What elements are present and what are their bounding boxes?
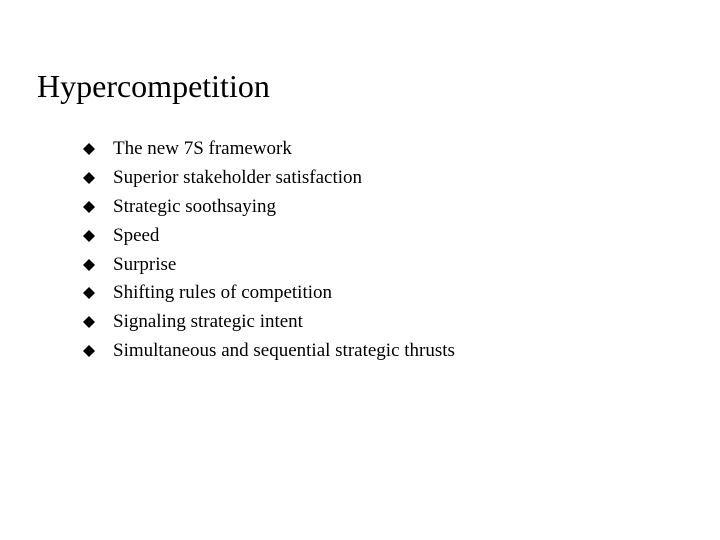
list-item	[82, 193, 455, 222]
diamond-bullet-icon	[82, 171, 96, 185]
list-item	[82, 337, 455, 366]
diamond-bullet-icon	[82, 229, 96, 243]
diamond-bullet-icon	[82, 286, 96, 300]
list-item	[82, 135, 455, 164]
list-item	[82, 164, 455, 193]
bullet-list	[82, 135, 455, 365]
diamond-bullet-icon	[82, 200, 96, 214]
bullet-text: Superior stakeholder satisfaction	[113, 167, 363, 189]
list-item	[82, 279, 455, 308]
list-item	[82, 308, 455, 337]
bullet-text: Surprise	[113, 253, 177, 275]
slide-title: Hypercompetition	[37, 68, 270, 104]
diamond-bullet-icon	[82, 315, 96, 329]
bullet-text: Shifting rules of competition	[113, 282, 333, 304]
list-item	[82, 250, 455, 279]
diamond-bullet-icon	[82, 142, 96, 156]
bullet-text: Speed	[113, 224, 160, 246]
bullet-text: The new 7S framework	[113, 138, 292, 160]
bullet-text: Simultaneous and sequential strategic thrusts	[113, 339, 455, 361]
diamond-bullet-icon	[82, 258, 96, 272]
list-item	[82, 221, 455, 250]
bullet-text: Signaling strategic intent	[113, 311, 303, 333]
diamond-bullet-icon	[82, 344, 96, 358]
bullet-text: Strategic soothsaying	[113, 195, 277, 217]
